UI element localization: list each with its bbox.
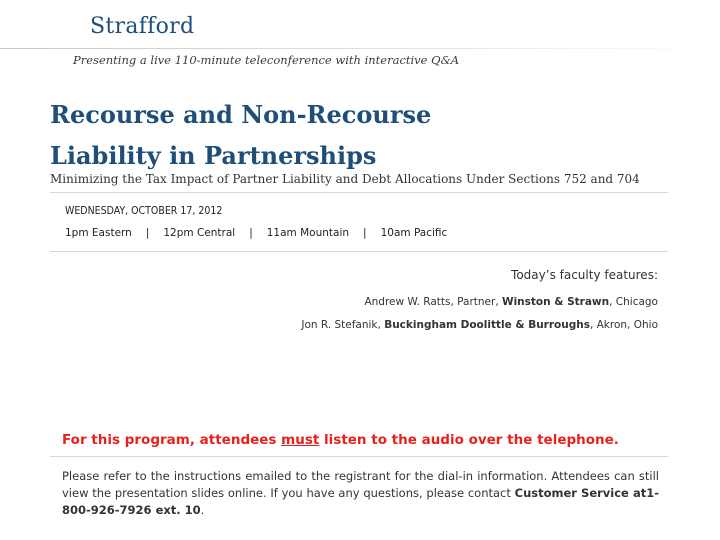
time-separator: |	[249, 227, 253, 239]
notice-text: For this program, attendees	[62, 432, 282, 448]
instructions-end: .	[200, 503, 205, 517]
tagline: Presenting a live 110-minute teleconference with interactive Q&A	[73, 53, 460, 67]
header-divider	[0, 48, 720, 49]
notice-text: listen to the audio over the telephone.	[319, 432, 619, 448]
faculty-name: Andrew W. Ratts, Partner,	[364, 296, 502, 308]
faculty-member-stefanik	[301, 319, 658, 331]
faculty-firm: Winston & Strawn	[502, 296, 610, 308]
event-date: WEDNESDAY, OCTOBER 17, 2012	[65, 205, 223, 217]
faculty-name: Jon R. Stefanik,	[301, 319, 385, 331]
event-times	[65, 227, 447, 239]
audio-notice	[62, 432, 619, 448]
notice-emphasis: must	[281, 432, 320, 448]
time-pacific: 10am Pacific	[380, 227, 448, 239]
divider-1	[50, 192, 668, 193]
title-line-1: Recourse and Non-Recourse	[50, 100, 432, 129]
faculty-location: , Chicago	[609, 296, 658, 308]
faculty-location: , Akron, Ohio	[589, 319, 658, 331]
divider-3	[50, 456, 668, 457]
strafford-logo: Strafford	[90, 14, 195, 39]
faculty-heading: Today’s faculty features:	[511, 268, 658, 282]
customer-service-contact: Customer Service at1-800-926-7926 ext. 10	[62, 486, 659, 517]
time-separator: |	[363, 227, 367, 239]
faculty-firm: Buckingham Doolittle & Burroughs	[384, 319, 590, 331]
presentation-subtitle: Minimizing the Tax Impact of Partner Liability and Debt Allocations Under Sections 752 and 704	[50, 172, 640, 186]
time-eastern: 1pm Eastern	[65, 227, 132, 239]
divider-2	[50, 251, 668, 252]
title-line-2: Liability in Partnerships	[50, 141, 377, 170]
time-separator: |	[145, 227, 150, 239]
instructions-text: Please refer to the instructions emailed to the registrant for the dial-in information. Attendees can still view the presentation slides online. If you have any questions, please contact	[62, 469, 659, 500]
presentation-title	[50, 94, 690, 176]
time-mountain: 11am Mountain	[266, 227, 350, 239]
time-central: 12pm Central	[163, 227, 236, 239]
faculty-member-ratts	[364, 296, 658, 308]
dial-in-instructions	[62, 468, 659, 519]
